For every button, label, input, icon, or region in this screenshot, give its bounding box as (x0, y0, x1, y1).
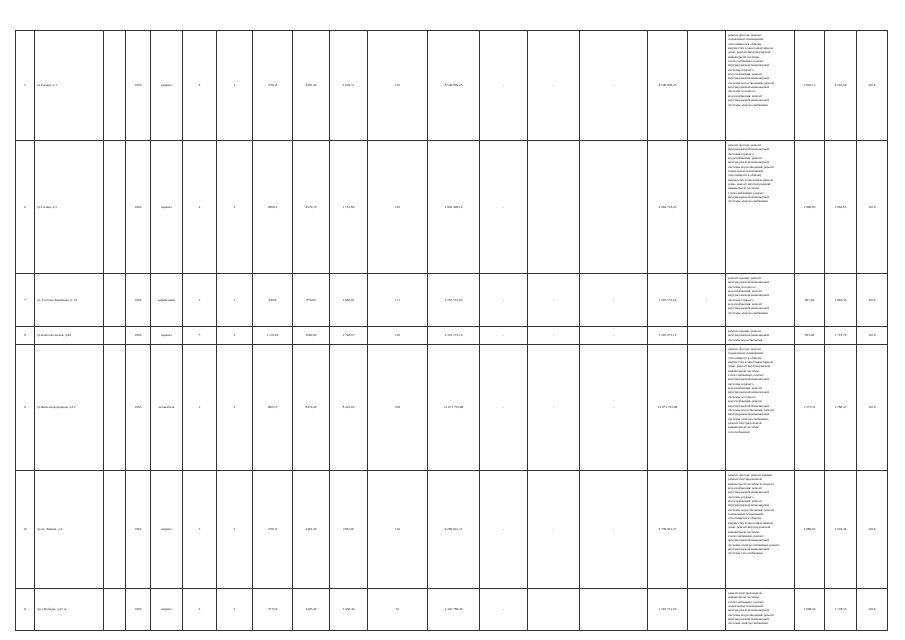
unit-cost-a-cell: 1 098,24 (795, 589, 825, 631)
unit-cost-a-cell: 1 866,93 (795, 141, 825, 274)
repair-work-line: водоснабжения, ремонт (728, 72, 763, 77)
fund-b-cell: - (528, 345, 580, 471)
repair-works-cell (726, 589, 795, 631)
address-cell: ул. Салтана Керимова, д. 10 (35, 274, 104, 327)
entrances-cell: 2 (217, 345, 253, 471)
plan-year-cell: 2016 (857, 141, 888, 274)
repair-work-line: системы электроснабжения (728, 199, 768, 204)
fund-c-cell: - (580, 345, 648, 471)
repair-work-line: системы водоотведения, ремонт (728, 612, 775, 617)
residents-cell: 120 (368, 141, 428, 274)
fund-c-cell (580, 141, 648, 274)
fund-b-cell (528, 141, 580, 274)
repair-work-line: ремонт крыши, ремонт (728, 329, 762, 333)
repair-work-line: доме, ремонт внутридомовой (728, 364, 771, 369)
address-cell: ул.Гагина, д.5 (35, 141, 104, 274)
table-body (16, 31, 888, 631)
residential-area-cell: 2481,40 (293, 31, 330, 141)
residential-area-cell: 2481,40 (293, 471, 330, 589)
total-area-cell: 2809,3 (253, 141, 293, 274)
year-built-cell: 1960 (126, 141, 151, 274)
repair-work-line: внутридомовой инженерной (728, 98, 770, 103)
entrances-cell: 4 (217, 31, 253, 141)
repair-work-line: имуществу в многоквартирном (728, 177, 773, 182)
other-area-cell: 2 022,11 (330, 31, 368, 141)
repair-work-line: внутридомовой инженерной (728, 160, 770, 165)
fund-a-cell: - (480, 471, 528, 589)
repair-work-line: теплоснабжения, ремонт (728, 373, 764, 378)
extra-fund-cell (688, 141, 726, 274)
blank-cell (104, 31, 126, 141)
residential-area-cell: 870,00 (293, 274, 330, 327)
floors-cell: 2 (183, 274, 217, 327)
other-area-cell: 1982,00 (330, 471, 368, 589)
floors-cell: 4 (183, 31, 217, 141)
repair-work-line: теплоснабжения, ремонт (728, 533, 764, 538)
repair-work-line: теплоснабжения, ремонт (728, 599, 764, 604)
repair-work-line: относящихся к общему (728, 355, 762, 360)
repair-works-cell (726, 31, 795, 141)
repair-work-line: ремонт внутридомовой (728, 477, 762, 482)
residents-cell: 110 (368, 471, 428, 589)
total-cost-cell: 1 203 572,04 (428, 274, 480, 327)
repair-work-line: внутридомовой инженерной (728, 503, 770, 508)
repair-work-line: имуществу в многоквартирном (728, 520, 773, 525)
residential-area-cell: 2579,70 (293, 141, 330, 274)
repair-work-line: внутридомовой инженерной (728, 195, 770, 200)
entrances-cell: 3 (217, 471, 253, 589)
residents-cell: 236 (368, 345, 428, 471)
blank-cell (104, 345, 126, 471)
residents-cell: 110 (368, 31, 428, 141)
repair-work-line: внутридомовой инженерной (728, 538, 770, 543)
wall-material-cell: кирпичный (151, 274, 183, 327)
total-cost-cell: 6 209 901,27 (428, 471, 480, 589)
plan-year-cell: 2016 (857, 471, 888, 589)
repair-works-cell (726, 274, 795, 327)
other-area-cell: 2 682,91 (330, 274, 368, 327)
owners-fund-cell: 1 203 572,04 (648, 274, 688, 327)
row-number: 7 (16, 274, 35, 327)
residential-area-cell: 3420,40 (293, 589, 330, 631)
repair-work-line: инженерной системы (728, 425, 759, 430)
wall-material-cell: кирпич (151, 31, 183, 141)
repair-work-line: системы холодного (728, 394, 756, 399)
repair-work-line: подвальных помещений, (728, 37, 764, 42)
repair-work-line: системы газоснабжения (728, 551, 763, 556)
repair-work-line: ремонт крыши, ремонт (728, 276, 762, 280)
address-cell: ул.Комсомольская, д.99 (35, 327, 104, 345)
residential-area-cell: 1060,00 (293, 327, 330, 345)
address-cell: пр-т Победы, д.25 А (35, 589, 104, 631)
repair-work-line: системы горячего (728, 67, 754, 72)
total-cost-cell: 2 420 789,46 (428, 589, 480, 631)
repair-work-line: водоснабжения, ремонт (728, 386, 763, 391)
residents-cell: 130 (368, 327, 428, 345)
total-cost-cell: 14 971 705,08 (428, 345, 480, 471)
fund-c-cell: - (580, 327, 648, 345)
repair-work-line: системы электроснабжения, (728, 416, 769, 421)
year-built-cell: 1959 (126, 31, 151, 141)
owners-fund-cell: 6 709 901,27 (648, 471, 688, 589)
other-area-cell: 2 436,40 (330, 589, 368, 631)
floors-cell: 5 (183, 327, 217, 345)
wall-material-cell: кирпич (151, 141, 183, 274)
row-number: 6 (16, 141, 35, 274)
repair-work-line: внутридомовой инженерной (728, 63, 770, 68)
fund-b-cell: - (528, 327, 580, 345)
total-cost-cell: 2 591 273,19 (428, 327, 480, 345)
repair-works-cell (726, 327, 795, 345)
table-row (16, 141, 888, 274)
extra-fund-cell (688, 327, 726, 345)
floors-cell: 2 (183, 471, 217, 589)
blank-cell (104, 589, 126, 631)
address-cell: ул.Гагина, д.1 (35, 31, 104, 141)
table-row (16, 31, 888, 141)
repair-work-line: доме, ремонт внутридомовой (728, 525, 771, 530)
owners-fund-cell: 1 203 741,03 (648, 589, 688, 631)
residential-area-cell: 8476,40 (293, 345, 330, 471)
year-built-cell: 1963 (126, 345, 151, 471)
extra-fund-cell (688, 345, 726, 471)
plan-year-cell: 2016 (857, 345, 888, 471)
entrances-cell: 2 (217, 274, 253, 327)
unit-cost-b-cell: 1 178,55 (825, 589, 857, 631)
repair-work-line: инженерной системы холодного (728, 481, 775, 486)
unit-cost-b-cell: 3 502,46 (825, 471, 857, 589)
repair-work-line: инженерной системы (728, 186, 759, 191)
fund-a-cell: - (480, 31, 528, 141)
owners-fund-cell: 14 971 705,08 (648, 345, 688, 471)
other-area-cell: 8 410,02 (330, 345, 368, 471)
repair-work-line: внутридомовой инженерной (728, 403, 770, 408)
other-area-cell: 2 748,07 (330, 327, 368, 345)
repair-work-line: внутридомовой инженерной (728, 608, 770, 613)
fund-b-cell: - (528, 274, 580, 327)
unit-cost-b-cell: 1 788,47 (825, 345, 857, 471)
unit-cost-b-cell: 4 542,00 (825, 31, 857, 141)
repair-work-line: подвальных помещений, (728, 169, 764, 174)
repair-work-line: системы водоотведения, ремонт (728, 407, 775, 412)
total-area-cell: 2781,6 (253, 471, 293, 589)
wall-material-cell: кирпич (151, 327, 183, 345)
fund-a-cell: - (480, 327, 528, 345)
total-cost-cell: 4 962 496,10 (428, 141, 480, 274)
repair-work-line: водоснабжения, ремонт (728, 486, 763, 491)
repair-work-line: внутридомовой инженерной (728, 490, 770, 495)
repair-work-line: инженерной системы (728, 529, 759, 534)
repair-work-line: внутридомовой инженерной (728, 412, 770, 417)
year-built-cell: 1964 (126, 274, 151, 327)
repair-work-line: внутридомовой инженерной (728, 377, 770, 382)
repair-work-line: имуществу в многоквартирном (728, 46, 773, 51)
row-number: 8 (16, 327, 35, 345)
repair-work-line: системы водоотведения (728, 337, 763, 342)
repair-work-line: ремонт фасада, ремонт (728, 143, 762, 147)
repair-work-line: ремонт фасада, ремонт (728, 33, 762, 37)
repair-work-line: системы водоотведения, ремонт (728, 507, 775, 512)
total-cost-cell: 8 549 809,25 (428, 31, 480, 141)
repair-work-line: имуществу в многоквартирном (728, 360, 773, 365)
extra-fund-cell (688, 589, 726, 631)
fund-b-cell: - (528, 31, 580, 141)
extra-fund-cell (688, 31, 726, 141)
repair-work-line: инженерной системы (728, 368, 759, 373)
repair-works-cell (726, 471, 795, 589)
repair-work-line: водоснабжения, ремонт (728, 302, 763, 307)
fund-a-cell: - (480, 141, 528, 274)
unit-cost-b-cell: 1 964,65 (825, 141, 857, 274)
unit-cost-a-cell: 3 946,12 (795, 31, 825, 141)
fund-a-cell: - (480, 589, 528, 631)
repair-work-line: подвальных помещений, (728, 512, 764, 517)
plan-year-cell: 2016 (857, 31, 888, 141)
repair-work-line: ремонт фасада, ремонт крыши, (728, 473, 773, 478)
repair-work-line: системы водоотведения, ремонт (728, 80, 775, 85)
row-number: 9 (16, 345, 35, 471)
repair-work-line: относящихся к общему (728, 41, 762, 46)
repair-program-table (15, 30, 888, 631)
table-row (16, 471, 888, 589)
repair-works-cell (726, 345, 795, 471)
repair-work-line: инженерной системы (728, 54, 759, 59)
plan-year-cell: 2016 (857, 327, 888, 345)
address-cell: пр-кт Ленина, д.2 (35, 471, 104, 589)
repair-work-line: водоснабжения, ремонт (728, 399, 763, 404)
year-built-cell: 1962 (126, 471, 151, 589)
total-area-cell: 9005,5 (253, 345, 293, 471)
fund-a-cell: - (480, 345, 528, 471)
repair-work-line: системы электроснабжения (728, 102, 768, 107)
repair-work-line: относящихся к общему (728, 516, 762, 521)
repair-work-line: водоснабжения, ремонт (728, 156, 763, 161)
fund-b-cell (528, 589, 580, 631)
repair-work-line: системы холодного (728, 89, 756, 94)
repair-work-line: системы холодного (728, 284, 756, 289)
residents-cell: 91 (368, 589, 428, 631)
blank-cell (104, 327, 126, 345)
fund-b-cell: - (528, 471, 580, 589)
fund-c-cell (580, 589, 648, 631)
repair-work-line: теплоснабжения, ремонт (728, 59, 764, 64)
wall-material-cell: кирпич (151, 589, 183, 631)
table-row (16, 327, 888, 345)
repair-work-line: доме, ремонт внутридомовой (728, 182, 771, 187)
repair-work-line: внутридомовой инженерной (728, 76, 770, 81)
total-area-cell: 946,8 (253, 274, 293, 327)
repair-work-line: ремонт внутридомовой (728, 420, 762, 425)
unit-cost-a-cell: 2 686,02 (795, 471, 825, 589)
table-row (16, 274, 888, 327)
repair-work-line: системы водоотведения, ремонт (728, 164, 775, 169)
repair-work-line: подвальных помещений, (728, 351, 764, 356)
unit-cost-a-cell: 835,06 (795, 327, 825, 345)
repair-work-line: водоснабжения, ремонт (728, 93, 763, 98)
repair-work-line: внутридомовой инженерной (728, 85, 770, 90)
unit-cost-b-cell: 1 682,34 (825, 274, 857, 327)
repair-work-line: водоснабжения, ремонт (728, 499, 763, 504)
floors-cell: 4 (183, 589, 217, 631)
wall-material-cell: шлакоблок (151, 345, 183, 471)
repair-work-line: внутридомовой инженерной (728, 306, 770, 311)
repair-work-line: внутридомовой инженерной (728, 390, 770, 395)
unit-cost-a-cell: 1 575,31 (795, 345, 825, 471)
wall-material-cell: кирпич (151, 471, 183, 589)
total-area-cell: 2781,8 (253, 31, 293, 141)
entrances-cell: 4 (217, 327, 253, 345)
other-area-cell: 1 781,82 (330, 141, 368, 274)
repair-work-line: внутридомовой инженерной (728, 293, 770, 298)
address-cell: ул.Железнодорожная, д.31 (35, 345, 104, 471)
entrances-cell: 3 (217, 589, 253, 631)
row-number: 11 (16, 589, 35, 631)
entrances-cell: 4 (217, 141, 253, 274)
owners-fund-cell: 8 549 809,25 (648, 31, 688, 141)
repair-work-line: теплоснабжения, ремонт (728, 190, 764, 195)
repair-work-line: системы электроснабжения, ремонт (728, 542, 780, 547)
unit-cost-b-cell: 1 722,79 (825, 327, 857, 345)
residents-cell: 171 (368, 274, 428, 327)
owners-fund-cell: 4 964 718,45 (648, 141, 688, 274)
repair-work-line: относящихся к общему (728, 173, 762, 178)
total-area-cell: 3713,6 (253, 589, 293, 631)
floors-cell: 4 (183, 141, 217, 274)
blank-cell (104, 274, 126, 327)
fund-c-cell: - (580, 274, 648, 327)
blank-cell (104, 471, 126, 589)
repair-work-line: подвальных помещений (728, 604, 763, 609)
repair-work-line: системы горячего (728, 381, 754, 386)
year-built-cell: 1964 (126, 327, 151, 345)
repair-works-cell (726, 141, 795, 274)
repair-work-line: системы горячего (728, 297, 754, 302)
fund-c-cell: - (580, 471, 648, 589)
table-row (16, 345, 888, 471)
repair-work-line: водоснабжения, ремонт (728, 289, 763, 294)
repair-work-line: газоснабжения (728, 429, 750, 434)
total-area-cell: 1 170,62 (253, 327, 293, 345)
repair-work-line: внутридомовой инженерной (728, 147, 770, 152)
owners-fund-cell: 1 591 273,19 (648, 327, 688, 345)
repair-work-line: системы горячего (728, 151, 754, 156)
extra-fund-cell: - (688, 274, 726, 327)
repair-work-line: внутридомовой инженерной (728, 617, 770, 622)
repair-work-line: инженерной системы (728, 595, 759, 600)
plan-year-cell: 2016 (857, 274, 888, 327)
repair-work-line: внутридомовой инженерной (728, 333, 770, 338)
unit-cost-a-cell: 807,49 (795, 274, 825, 327)
fund-a-cell: - (480, 274, 528, 327)
repair-work-line: доме, ремонт внутридомовой (728, 50, 771, 55)
table-row (16, 589, 888, 631)
repair-work-line: системы горячего (728, 494, 754, 499)
blank-cell (104, 141, 126, 274)
year-built-cell: 1960 (126, 589, 151, 631)
repair-work-line: ремонт фасада, ремонт (728, 347, 762, 352)
fund-c-cell: - (580, 31, 648, 141)
repair-work-line: системы электроснабжения (728, 310, 768, 315)
repair-work-line: внутридомовой инженерной (728, 546, 770, 551)
floors-cell: 2 (183, 345, 217, 471)
row-number: 5 (16, 31, 35, 141)
extra-fund-cell (688, 471, 726, 589)
row-number: 10 (16, 471, 35, 589)
repair-work-line: ремонт внутридомовой (728, 591, 762, 596)
repair-work-line: системы электроснабжения (728, 621, 768, 626)
plan-year-cell: 2016 (857, 589, 888, 631)
repair-work-line: внутридомовой инженерной (728, 280, 770, 285)
